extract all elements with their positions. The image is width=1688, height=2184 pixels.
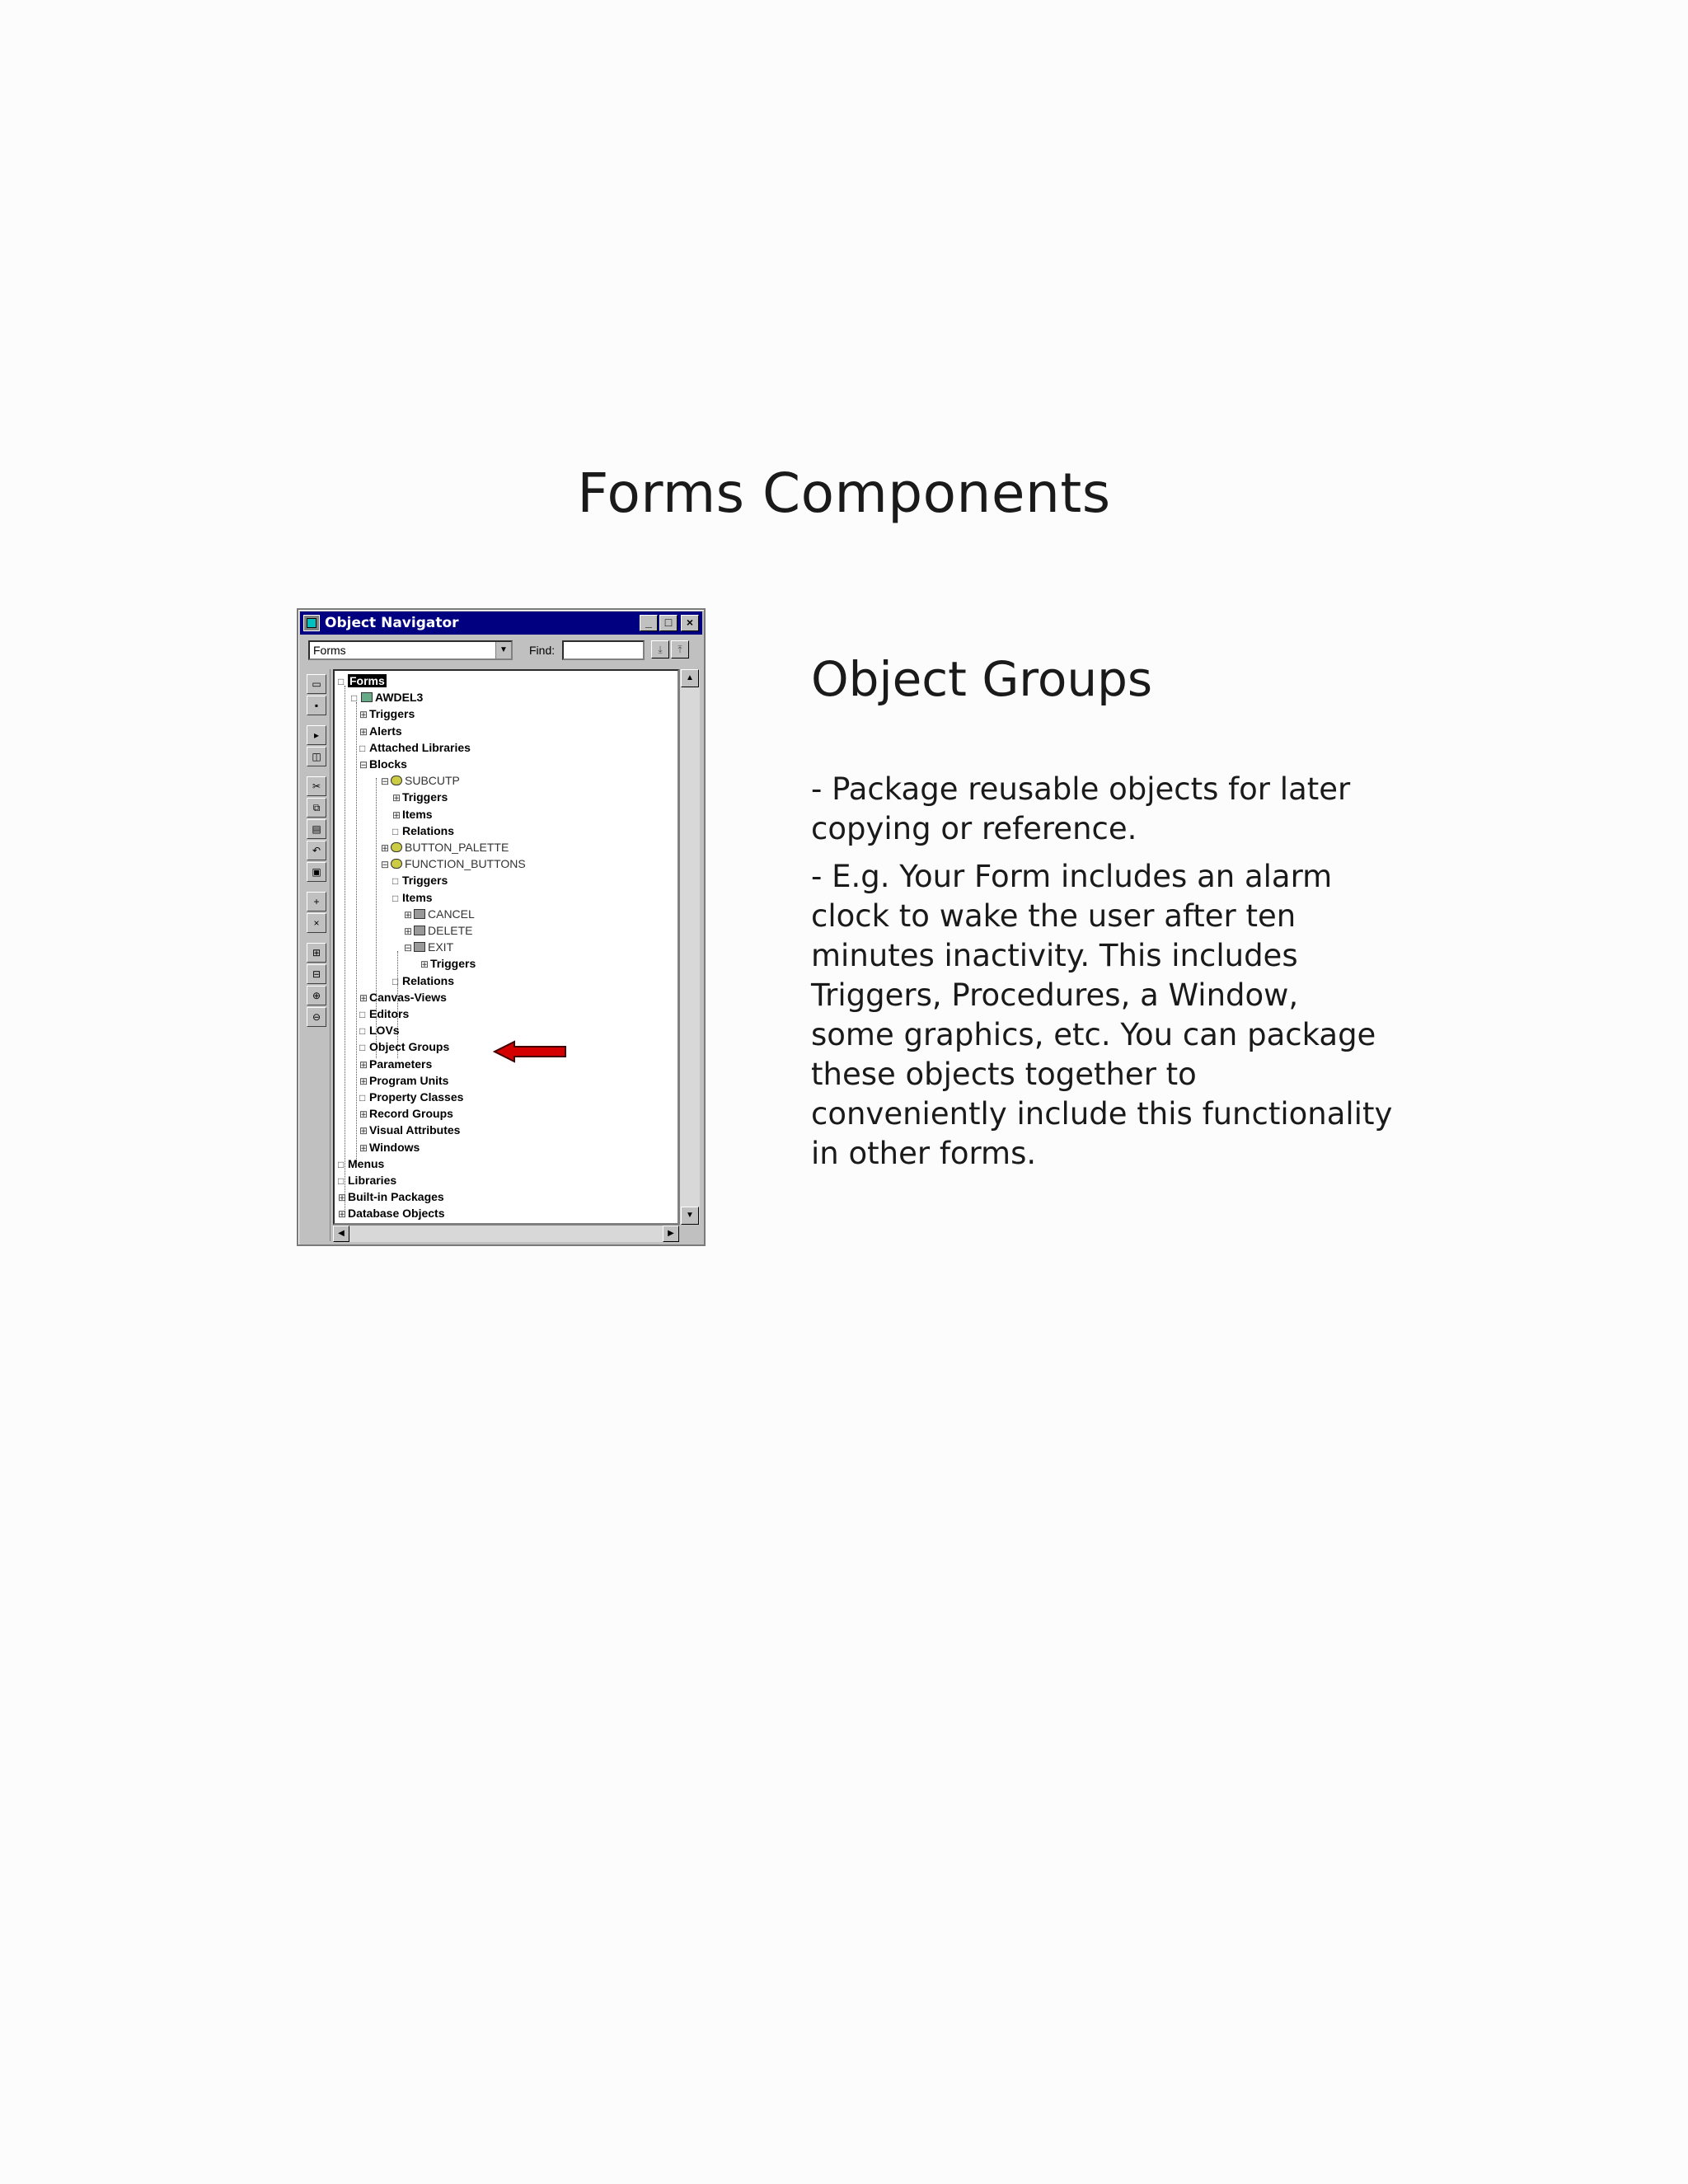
scroll-right-icon[interactable]: ▶ bbox=[663, 1226, 679, 1242]
tree-node-label: CANCEL bbox=[428, 907, 475, 921]
close-button[interactable]: × bbox=[681, 615, 699, 631]
tree-node[interactable] bbox=[381, 839, 509, 855]
tree-node-label: Triggers bbox=[402, 874, 448, 888]
find-label: Find: bbox=[529, 644, 556, 657]
tree-expander-icon[interactable]: ⊟ bbox=[381, 776, 390, 788]
tree-node[interactable] bbox=[381, 772, 460, 789]
form-icon bbox=[361, 692, 373, 702]
tree-node-label: Built-in Packages bbox=[348, 1190, 444, 1204]
tree-node[interactable] bbox=[359, 1056, 432, 1072]
paste-icon[interactable]: ▤ bbox=[307, 819, 326, 839]
properties-icon[interactable]: ▣ bbox=[307, 862, 326, 882]
tree-node[interactable] bbox=[404, 939, 453, 955]
tree-node[interactable] bbox=[359, 1022, 400, 1038]
delete-icon[interactable]: × bbox=[307, 913, 326, 933]
tree-node-label: Alerts bbox=[369, 724, 402, 738]
object-navigator-window bbox=[297, 608, 706, 1246]
tree-expander-icon[interactable]: □ bbox=[392, 892, 399, 904]
tree-node[interactable] bbox=[420, 955, 476, 972]
tree-node[interactable] bbox=[359, 1105, 453, 1122]
tree-node[interactable] bbox=[359, 1089, 463, 1105]
tree-expander-icon[interactable]: ⊞ bbox=[420, 958, 429, 971]
tree-expander-icon[interactable]: ⊞ bbox=[359, 1075, 368, 1087]
tree-node-label: Items bbox=[402, 807, 433, 821]
expand-all-icon[interactable]: ⊕ bbox=[307, 986, 326, 1005]
tree-node[interactable] bbox=[338, 1172, 396, 1188]
window-title: Object Navigator bbox=[325, 615, 459, 631]
tree-expander-icon[interactable]: ⊞ bbox=[359, 1125, 368, 1137]
tree-node[interactable] bbox=[338, 673, 387, 689]
tree-node[interactable] bbox=[359, 705, 415, 722]
block-icon bbox=[391, 859, 402, 869]
tree-node[interactable] bbox=[404, 906, 475, 922]
object-tree[interactable] bbox=[333, 669, 679, 1225]
chevron-down-icon[interactable]: ▼ bbox=[495, 642, 511, 658]
tree-node-label: SUBCUTP bbox=[405, 774, 460, 788]
vertical-toolbar bbox=[303, 669, 331, 1241]
create-icon[interactable]: + bbox=[307, 892, 326, 912]
tree-node[interactable] bbox=[351, 689, 423, 705]
window-titlebar[interactable] bbox=[300, 612, 702, 635]
tree-node-label: Editors bbox=[369, 1007, 410, 1020]
vertical-scrollbar[interactable] bbox=[679, 669, 700, 1225]
red-pointer-arrow-icon bbox=[493, 1040, 569, 1063]
tree-node-label: Triggers bbox=[402, 790, 448, 804]
tree-node-label: Triggers bbox=[430, 957, 476, 971]
tree-expander-icon[interactable]: ⊞ bbox=[359, 709, 368, 721]
tree-expander-icon[interactable]: ⊞ bbox=[404, 926, 413, 937]
item-icon bbox=[414, 909, 425, 919]
tree-expander-icon[interactable]: ⊞ bbox=[359, 1108, 368, 1121]
debug-icon[interactable]: ◫ bbox=[307, 747, 326, 766]
block-icon bbox=[391, 776, 402, 785]
tree-node[interactable] bbox=[359, 739, 471, 756]
tree-expander-icon[interactable]: □ bbox=[392, 975, 399, 987]
tree-expander-icon[interactable]: □ bbox=[359, 1009, 366, 1020]
tree-expander-icon[interactable]: ⊞ bbox=[404, 908, 413, 921]
tree-expander-icon[interactable]: □ bbox=[338, 1175, 345, 1187]
tree-expander-icon[interactable]: ⊞ bbox=[359, 1141, 368, 1154]
tree-node[interactable] bbox=[359, 1038, 449, 1055]
tree-node[interactable] bbox=[359, 1072, 448, 1089]
save-icon[interactable]: ▪ bbox=[307, 696, 326, 715]
navigator-toolbar bbox=[302, 638, 701, 664]
tree-expander-icon[interactable]: □ bbox=[392, 825, 399, 837]
tree-expander-icon[interactable]: ⊞ bbox=[359, 1058, 368, 1071]
tree-node[interactable] bbox=[338, 1155, 384, 1172]
tree-node-label: Windows bbox=[369, 1140, 420, 1154]
bullet-paragraph-2: - E.g. Your Form includes an alarm clock to wake the user after ten minutes inactivity. This includes Triggers, Procedures, a Window, some graphics, etc. You can package these objects together to conveniently include this functionality in other forms. bbox=[811, 859, 1393, 1171]
object-type-dropdown[interactable] bbox=[308, 640, 513, 660]
tree-node[interactable] bbox=[338, 1205, 445, 1221]
tree-node[interactable] bbox=[392, 806, 433, 823]
tree-node-label: Blocks bbox=[369, 757, 407, 771]
cut-icon[interactable]: ✂ bbox=[307, 776, 326, 796]
tree-node-label: Forms bbox=[349, 674, 385, 687]
tree-node[interactable] bbox=[359, 1122, 460, 1138]
tree-expander-icon[interactable]: ⊞ bbox=[338, 1208, 347, 1221]
tree-expander-icon[interactable]: □ bbox=[392, 875, 399, 888]
run-icon[interactable]: ▸ bbox=[307, 725, 326, 745]
open-icon[interactable]: ▭ bbox=[307, 674, 326, 694]
tree-node[interactable] bbox=[392, 823, 454, 839]
item-icon bbox=[414, 926, 425, 935]
tree-node[interactable] bbox=[359, 989, 447, 1005]
tree-expander-icon[interactable]: □ bbox=[359, 1025, 366, 1038]
tree-node[interactable] bbox=[359, 723, 402, 739]
tree-node[interactable] bbox=[392, 872, 448, 888]
bullet-paragraph-1: - Package reusable objects for later copying or reference. bbox=[811, 771, 1351, 846]
tree-expander-icon[interactable]: □ bbox=[359, 1042, 366, 1054]
tree-node-label: Object Groups bbox=[369, 1040, 450, 1054]
find-next-icon[interactable]: ⤓ bbox=[651, 640, 669, 658]
tree-node-label: EXIT bbox=[428, 940, 454, 954]
tree-node-label: Canvas-Views bbox=[369, 990, 447, 1004]
tree-node[interactable] bbox=[338, 1188, 444, 1205]
tree-node-label: DELETE bbox=[428, 924, 473, 937]
scroll-up-icon[interactable]: ▲ bbox=[681, 669, 699, 687]
minimize-button[interactable]: _ bbox=[640, 615, 658, 631]
tree-expander-icon[interactable]: ⊞ bbox=[381, 842, 390, 854]
section-heading: Object Groups bbox=[811, 651, 1153, 707]
tree-node-label: Parameters bbox=[369, 1057, 433, 1071]
tree-node-label: Triggers bbox=[369, 707, 415, 721]
block-icon bbox=[391, 842, 402, 852]
tree-node-label: AWDEL3 bbox=[375, 691, 424, 705]
tree-node[interactable] bbox=[392, 972, 454, 989]
tree-node[interactable] bbox=[392, 789, 448, 805]
tree-node-label: Relations bbox=[402, 973, 455, 987]
tree-expander-icon[interactable]: ⊞ bbox=[392, 792, 401, 804]
collapse-all-icon[interactable]: ⊖ bbox=[307, 1007, 326, 1027]
horizontal-scrollbar[interactable] bbox=[333, 1225, 679, 1242]
scroll-down-icon[interactable]: ▼ bbox=[681, 1207, 699, 1225]
tree-node-label: Attached Libraries bbox=[369, 740, 471, 754]
tree-node[interactable] bbox=[392, 889, 433, 906]
tree-expander-icon[interactable]: ⊞ bbox=[338, 1192, 347, 1204]
find-prev-icon[interactable]: ⤒ bbox=[671, 640, 689, 658]
tree-expander-icon[interactable]: □ bbox=[359, 742, 366, 754]
item-icon bbox=[414, 942, 425, 952]
tree-node-label: Menus bbox=[348, 1156, 385, 1170]
tree-node[interactable] bbox=[381, 855, 526, 872]
tree-node-label: Database Objects bbox=[348, 1207, 445, 1221]
tree-node-label: Items bbox=[402, 890, 433, 904]
tree-node-label: Record Groups bbox=[369, 1107, 453, 1121]
scroll-left-icon[interactable]: ◀ bbox=[333, 1226, 349, 1242]
tree-node-label: LOVs bbox=[369, 1024, 400, 1038]
tree-node[interactable] bbox=[359, 756, 407, 772]
tree-node[interactable] bbox=[359, 1139, 420, 1155]
tree-node-label: Property Classes bbox=[369, 1090, 464, 1104]
tree-expander-icon[interactable]: □ bbox=[359, 1092, 366, 1104]
tree-node-label: Visual Attributes bbox=[369, 1123, 461, 1137]
tree-node[interactable] bbox=[404, 922, 472, 939]
tree-expander-icon[interactable]: ⊞ bbox=[392, 808, 401, 821]
collapse-icon[interactable]: ⊟ bbox=[307, 964, 326, 984]
slide-title: Forms Components bbox=[577, 462, 1111, 525]
app-icon bbox=[303, 615, 320, 631]
copy-icon[interactable]: ⧉ bbox=[307, 798, 326, 818]
tree-node[interactable] bbox=[359, 1005, 409, 1022]
object-type-value: Forms bbox=[313, 644, 346, 657]
tree-expander-icon[interactable]: ⊟ bbox=[381, 859, 390, 871]
tree-node-label: Program Units bbox=[369, 1073, 449, 1087]
tree-expander-icon[interactable]: □ bbox=[351, 692, 358, 705]
tree-node-label: FUNCTION_BUTTONS bbox=[405, 857, 526, 871]
find-input[interactable] bbox=[562, 640, 645, 660]
expand-icon[interactable]: ⊞ bbox=[307, 943, 326, 963]
maximize-button[interactable]: □ bbox=[659, 615, 678, 631]
tree-expander-icon[interactable]: □ bbox=[338, 676, 345, 687]
tree-node-label: Relations bbox=[402, 823, 455, 837]
tree-expander-icon[interactable]: ⊞ bbox=[359, 991, 368, 1004]
tree-expander-icon[interactable]: □ bbox=[338, 1158, 345, 1170]
tree-node-label: BUTTON_PALETTE bbox=[405, 841, 509, 854]
tree-expander-icon[interactable]: ⊟ bbox=[404, 942, 413, 954]
undo-icon[interactable]: ↶ bbox=[307, 841, 326, 860]
tree-expander-icon[interactable]: ⊞ bbox=[359, 725, 368, 738]
tree-expander-icon[interactable]: ⊟ bbox=[359, 759, 368, 771]
tree-guide-line bbox=[356, 702, 357, 1164]
tree-node-label: Libraries bbox=[348, 1174, 397, 1187]
